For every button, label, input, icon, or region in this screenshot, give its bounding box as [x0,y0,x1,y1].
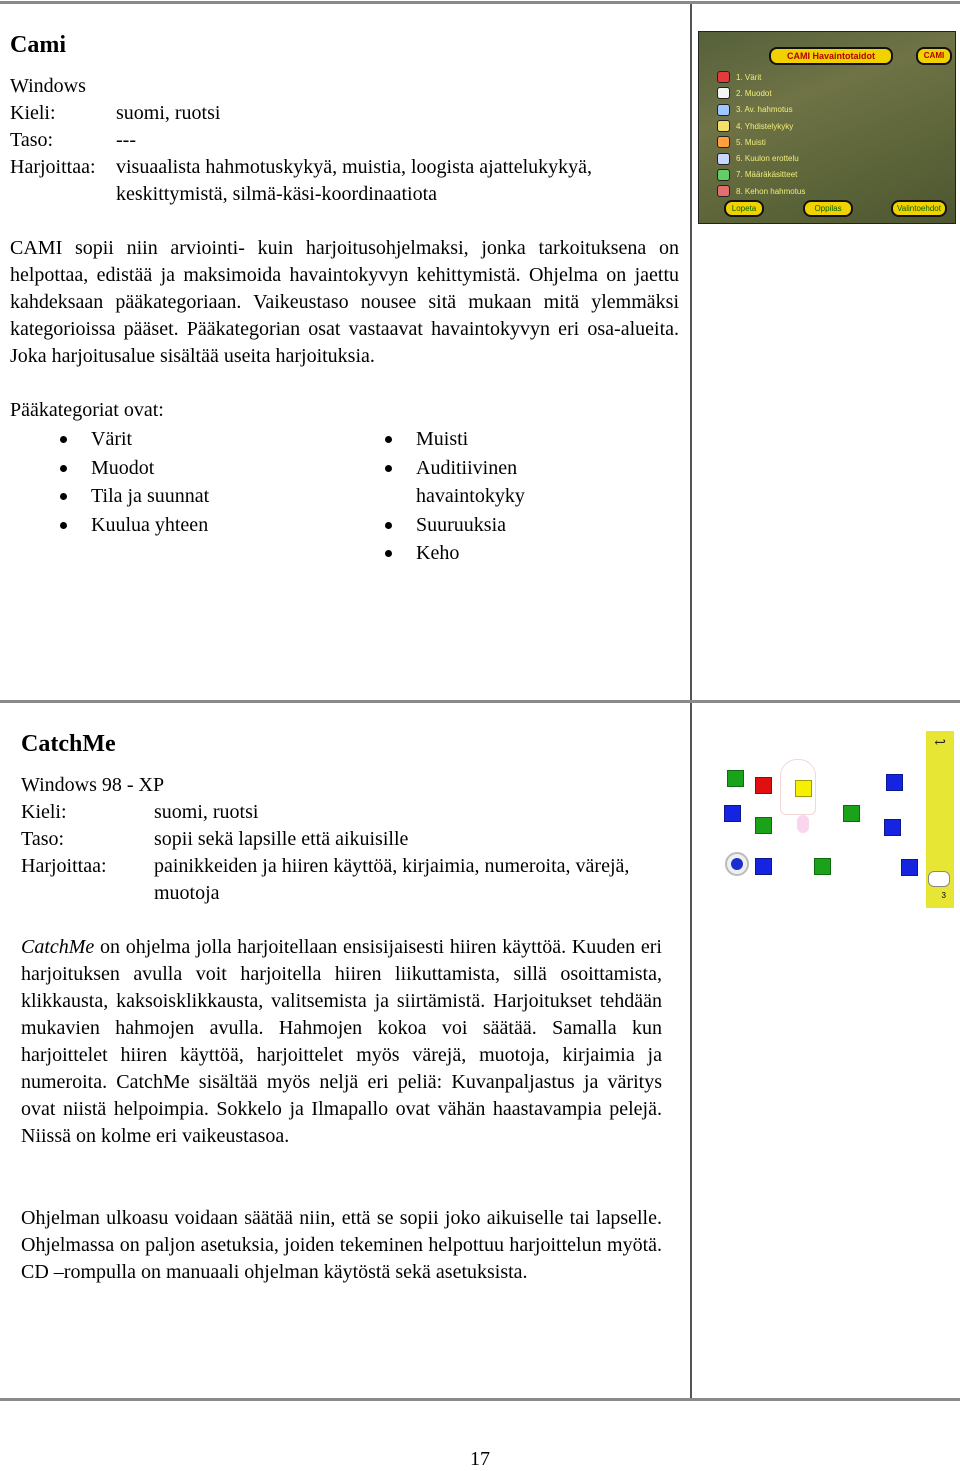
cami-menu-label: 4. Yhdistelykyky [736,121,794,131]
shape-square[interactable] [755,817,772,834]
list-item-label: Värit [91,428,133,450]
bullet-icon [60,436,67,443]
meta-value: visuaalista hahmotuskykyä, muistia, loogista ajattelukykyä, keskittymistä, silmä-käsi-koordinaatiota [116,156,593,205]
category-icon [717,71,730,83]
cami-description: CAMI sopii niin arviointi- kuin harjoitusohjelmaksi, jonka tarkoituksena on helpottaa, edistää ja maksimoida havaintokyvyn kehittymistä. Ohjelma on jaettu kahdeksaan pääkategoriaan. Vaikeustaso nousee sitä mukaan mitä ylemmäksi kategorioissa pääset. Pääkategorian osat vastaavat havaintokyvyn eri osa-alueita. Joka harjoitusalue sisältää useita harjoituksia. [10,237,679,367]
cami-menu-label: 2. Muodot [736,88,772,98]
catchme-screenshot [697,731,954,908]
category-icon [717,185,730,197]
cami-menu-label: 3. Av. hahmotus [736,105,793,115]
shape-square[interactable] [901,859,918,876]
cami-quit-button[interactable]: Lopeta [724,200,764,217]
list-item-label: Auditiivinen havaintokyky [416,456,525,507]
cami-menu-label: 5. Muisti [736,137,766,147]
cami-meta-level [10,127,680,154]
cami-meta-language [10,100,680,127]
catchme-meta-trains [21,853,681,907]
list-item-label: Tila ja suunnat [91,485,210,507]
catchme-meta [21,772,681,907]
list-item [416,511,566,540]
hand-icon[interactable] [928,871,950,887]
cami-categories-right [416,425,566,568]
shape-square[interactable] [727,770,744,787]
mouse-catcher-core [731,858,743,870]
cami-screenshot [698,31,956,224]
shape-square[interactable] [755,777,772,794]
meta-key: Taso: [21,828,65,850]
meta-key: Harjoittaa: [10,156,96,178]
meta-value: suomi, ruotsi [116,102,221,124]
list-item-label: Keho [416,542,460,564]
catchme-side-panel [926,731,954,908]
bullet-icon [385,465,392,472]
bullet-icon [60,465,67,472]
cami-categories-intro: Pääkategoriat ovat: [10,399,164,421]
bullet-icon [385,522,392,529]
cami-title: Cami [10,32,66,58]
cami-menu-item[interactable] [717,150,805,166]
column-divider-bottom [690,703,692,1398]
cami-menu-item[interactable] [717,183,805,199]
bullet-icon [60,522,67,529]
category-icon [717,136,730,148]
cami-meta [10,73,680,208]
list-item [416,454,566,511]
cami-menu-item[interactable] [717,85,805,101]
meta-key: Kieli: [21,801,67,823]
catchme-platform: Windows 98 - XP [21,774,165,796]
hook-icon[interactable]: ↩ [934,736,946,751]
column-divider-top [690,4,692,700]
cami-meta-trains [10,154,680,208]
meta-value: --- [116,129,136,151]
cami-screenshot-logo: CAMI [916,47,952,65]
shape-square[interactable] [884,819,901,836]
top-rule [0,1,960,4]
shape-square[interactable] [795,780,812,797]
bullet-icon [385,550,392,557]
cami-menu-item[interactable] [717,167,805,183]
shape-square[interactable] [886,774,903,791]
list-item [91,482,331,511]
bullet-icon [60,493,67,500]
category-icon [717,169,730,181]
list-item-label: Muisti [416,428,469,450]
cami-menu-label: 1. Värit [736,72,762,82]
catchme-title: CatchMe [21,731,116,757]
ghost-figure-tail [797,815,809,833]
shape-square[interactable] [814,858,831,875]
bullet-icon [385,436,392,443]
category-icon [717,153,730,165]
meta-key: Harjoittaa: [21,855,107,877]
catchme-name: CatchMe [21,936,95,958]
category-icon [717,104,730,116]
category-icon [717,120,730,132]
catchme-description-2: Ohjelman ulkoasu voidaan säätää niin, että se sopii joko aikuiselle tai lapselle. Ohjelmassa on paljon asetuksia, joiden tekeminen helpottuu harjoittelun myötä. CD –rompulla on manuaali ohjelman käytöstä sekä asetuksista. [21,1207,662,1283]
list-item [91,454,331,483]
cami-menu-label: 7. Määräkäsitteet [736,170,798,180]
cami-options-button[interactable]: Valintoehdot [891,200,947,217]
page-number: 17 [470,1448,490,1470]
cami-screenshot-menu [717,69,805,199]
meta-key: Kieli: [10,102,56,124]
catchme-description-text: on ohjelma jolla harjoitellaan ensisijaisesti hiiren käyttöä. Kuuden eri harjoituksen avulla voit harjoitella hiiren liikuttamista, sillä osoittamista, klikkausta, kaksoisklikkausta, valitsemista ja siirtämistä. Harjoitukset tehdään mukavien hahmojen avulla. Hahmojen kokoa voi säätää. Samalla kun harjoittelet hiiren käyttöä, harjoittelet myös värejä, muotoja, kirjaimia ja numeroita. CatchMe sisältää myös neljä eri peliä: Kuvanpaljastus ja väritys ovat niistä helpoimpia. Sokkelo ja Ilmapallo ovat vähän haastavampia pelejä. Niissä on kolme eri vaikeustasoa. [21,936,662,1147]
catchme-meta-level [21,826,681,853]
category-icon [717,87,730,99]
cami-menu-label: 6. Kuulon erottelu [736,154,799,164]
cami-menu-item[interactable] [717,69,805,85]
meta-key: Taso: [10,129,54,151]
catchme-description [21,934,662,1150]
cami-menu-item[interactable] [717,134,805,150]
meta-value: painikkeiden ja hiiren käyttöä, kirjaimia, numeroita, värejä, muotoja [154,855,630,904]
counter: 3 [941,891,946,900]
cami-platform: Windows [10,75,86,97]
list-item-label: Suuruuksia [416,513,506,536]
meta-value: sopii sekä lapsille että aikuisille [154,828,409,850]
shape-square[interactable] [843,805,860,822]
meta-value: suomi, ruotsi [154,801,259,823]
shape-square[interactable] [724,805,741,822]
list-item [91,425,331,454]
mouse-catcher-icon[interactable] [725,852,749,876]
list-item-label: Muodot [91,456,155,479]
cami-categories-left [91,425,331,539]
bottom-rule [0,1398,960,1401]
cami-screenshot-banner: CAMI Havaintotaidot [769,47,893,65]
cami-menu-item[interactable] [717,118,805,134]
shape-square[interactable] [755,858,772,875]
middle-rule [0,700,960,703]
cami-student-button[interactable]: Oppilas [803,200,853,217]
list-item [416,425,566,454]
list-item-label: Kuulua yhteen [91,513,209,536]
catchme-meta-language [21,799,681,826]
cami-menu-label: 8. Kehon hahmotus [736,186,806,196]
list-item [416,539,566,568]
cami-menu-item[interactable] [717,102,805,118]
list-item [91,511,331,540]
